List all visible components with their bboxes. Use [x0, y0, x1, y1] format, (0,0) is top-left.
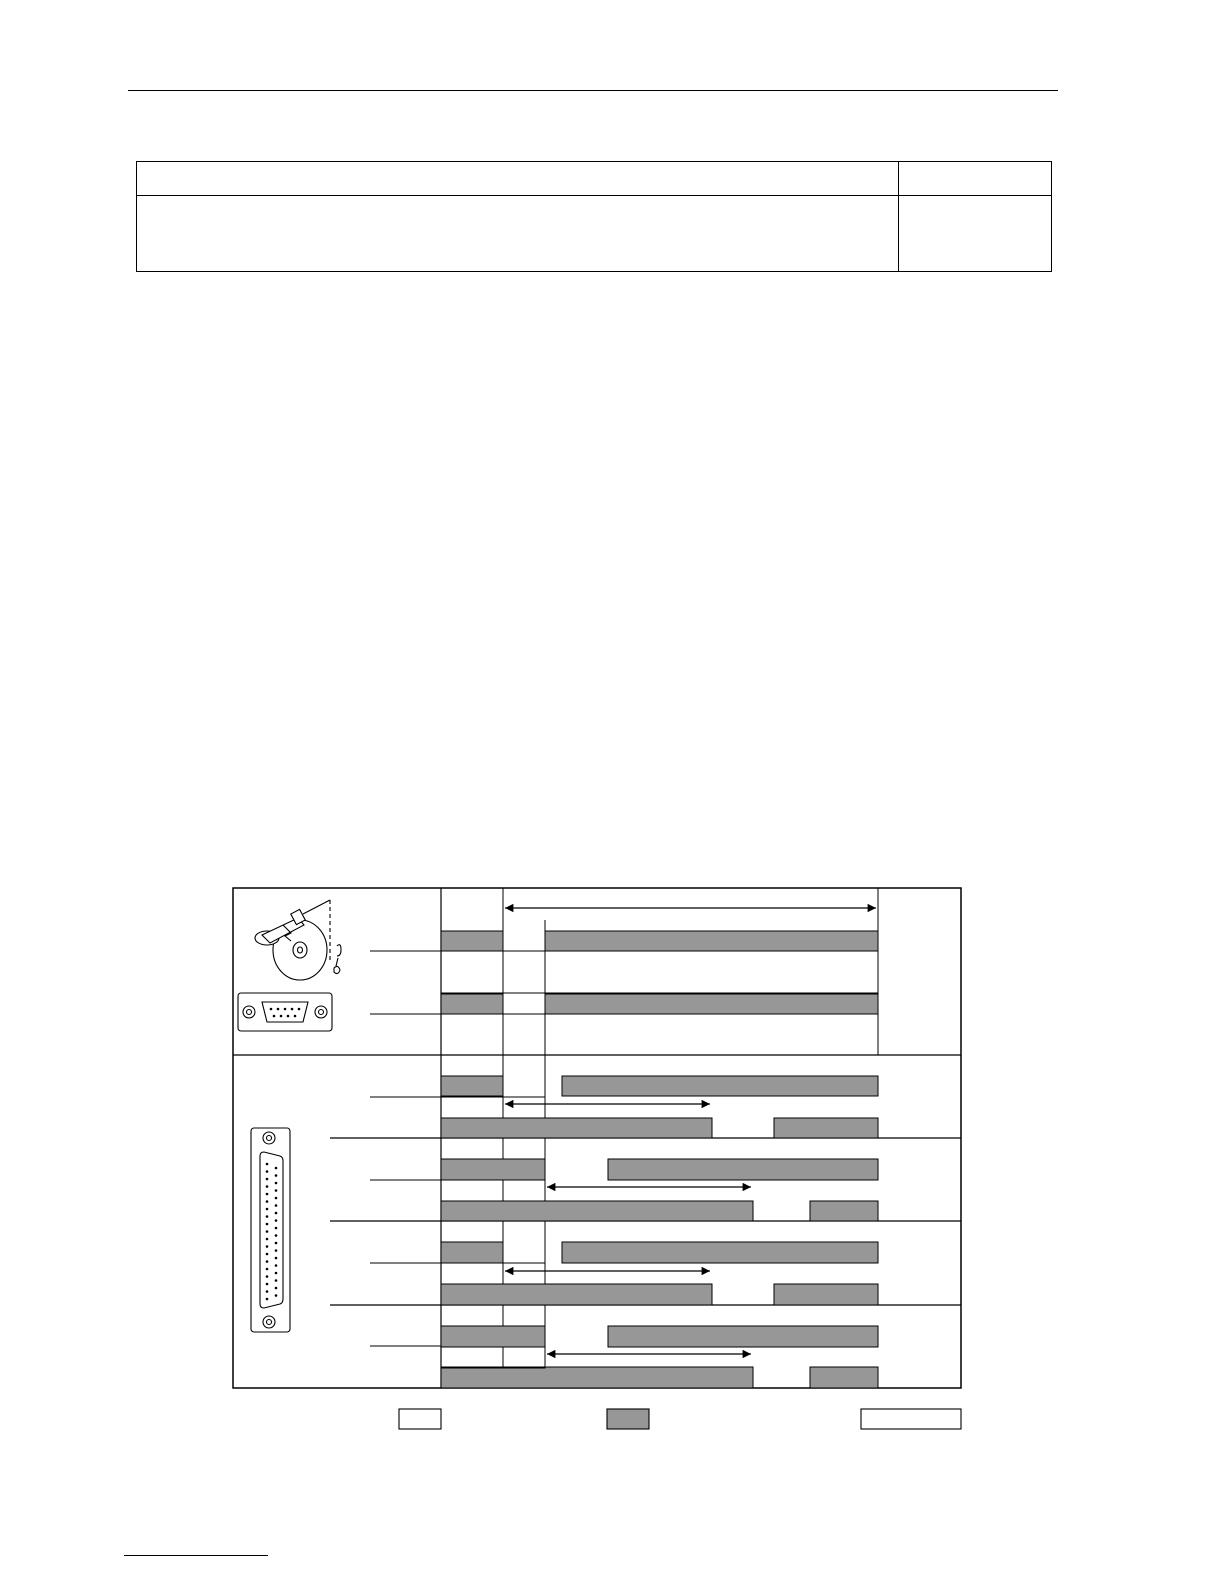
connector-pin — [275, 1294, 278, 1297]
signal-outline — [441, 1097, 545, 1118]
signal-outline — [441, 951, 878, 993]
signal-bar — [441, 1242, 503, 1263]
connector-pin — [275, 1279, 278, 1282]
signal-outline — [441, 1138, 503, 1159]
connector-pin — [275, 1197, 278, 1200]
connector-pin — [266, 1275, 269, 1278]
connector-pin — [266, 1185, 269, 1188]
connector-pin — [266, 1245, 269, 1248]
signal-outline — [441, 1055, 503, 1076]
signal-bar — [810, 1367, 878, 1388]
connector-pin — [275, 1272, 278, 1275]
signal-bar — [441, 1201, 753, 1221]
connector-pin — [266, 1230, 269, 1233]
legend-grey-swatch — [607, 1409, 649, 1429]
connector-pin — [266, 1178, 269, 1181]
signal-bar — [441, 1326, 545, 1347]
legend-white-swatch — [399, 1409, 441, 1429]
connector-pin — [266, 1208, 269, 1211]
connector-pin — [266, 1215, 269, 1218]
connector-pin — [275, 1264, 278, 1267]
connector-pin — [275, 1212, 278, 1215]
footer-rule — [124, 1555, 268, 1556]
signal-bar — [545, 931, 878, 951]
signal-outline — [441, 1180, 545, 1201]
signal-bar — [441, 1284, 712, 1305]
encoder-disc-icon — [255, 900, 341, 980]
connector-pin — [275, 1189, 278, 1192]
signal-outline — [441, 1305, 503, 1326]
connector-pin — [266, 1238, 269, 1241]
legend — [399, 1409, 961, 1429]
connector-pin — [266, 1193, 269, 1196]
connector-pin — [275, 1257, 278, 1260]
signal-outline — [441, 1221, 503, 1242]
dsub37-connector-icon — [251, 1128, 290, 1332]
signal-bar — [441, 1367, 753, 1388]
signal-bar — [441, 1159, 545, 1180]
signal-outline — [441, 1014, 878, 1055]
connector-pin — [266, 1223, 269, 1226]
signal-bar — [608, 1159, 878, 1180]
connector-pin — [266, 1170, 269, 1173]
connector-pin — [275, 1287, 278, 1290]
connector-pin — [275, 1242, 278, 1245]
connector-pin — [266, 1290, 269, 1293]
connector-pin — [275, 1174, 278, 1177]
span-arrows — [505, 1104, 751, 1354]
signal-bar — [774, 1118, 878, 1138]
signal-bar — [562, 1076, 878, 1096]
connector-pin — [266, 1268, 269, 1271]
signal-bar — [441, 1076, 503, 1096]
connector-pin — [275, 1234, 278, 1237]
connector-pin — [275, 1167, 278, 1170]
signal-bar — [810, 1201, 878, 1221]
signal-bar — [441, 994, 503, 1014]
signal-bar — [608, 1326, 878, 1347]
connector-pin — [275, 1249, 278, 1252]
signal-bar — [545, 994, 878, 1014]
signal-bar — [441, 931, 503, 951]
connector-pin — [266, 1200, 269, 1203]
signal-outline — [441, 1347, 545, 1368]
connector-pin — [275, 1227, 278, 1230]
connector-pin — [275, 1204, 278, 1207]
connector-pin — [275, 1182, 278, 1185]
signal-bar — [441, 1118, 712, 1138]
connector-pin — [266, 1253, 269, 1256]
signal-outline — [441, 1263, 545, 1284]
legend-box — [861, 1409, 961, 1429]
connector-pin — [266, 1260, 269, 1263]
lead-lines — [370, 951, 441, 1346]
signal-bar — [562, 1242, 878, 1263]
serial-connector-icon — [238, 993, 332, 1031]
connector-pin — [275, 1219, 278, 1222]
signal-bars — [441, 931, 878, 1388]
connector-pin — [266, 1163, 269, 1166]
connector-pin — [266, 1283, 269, 1286]
connector-pin — [266, 1298, 269, 1301]
signal-bar — [774, 1284, 878, 1305]
